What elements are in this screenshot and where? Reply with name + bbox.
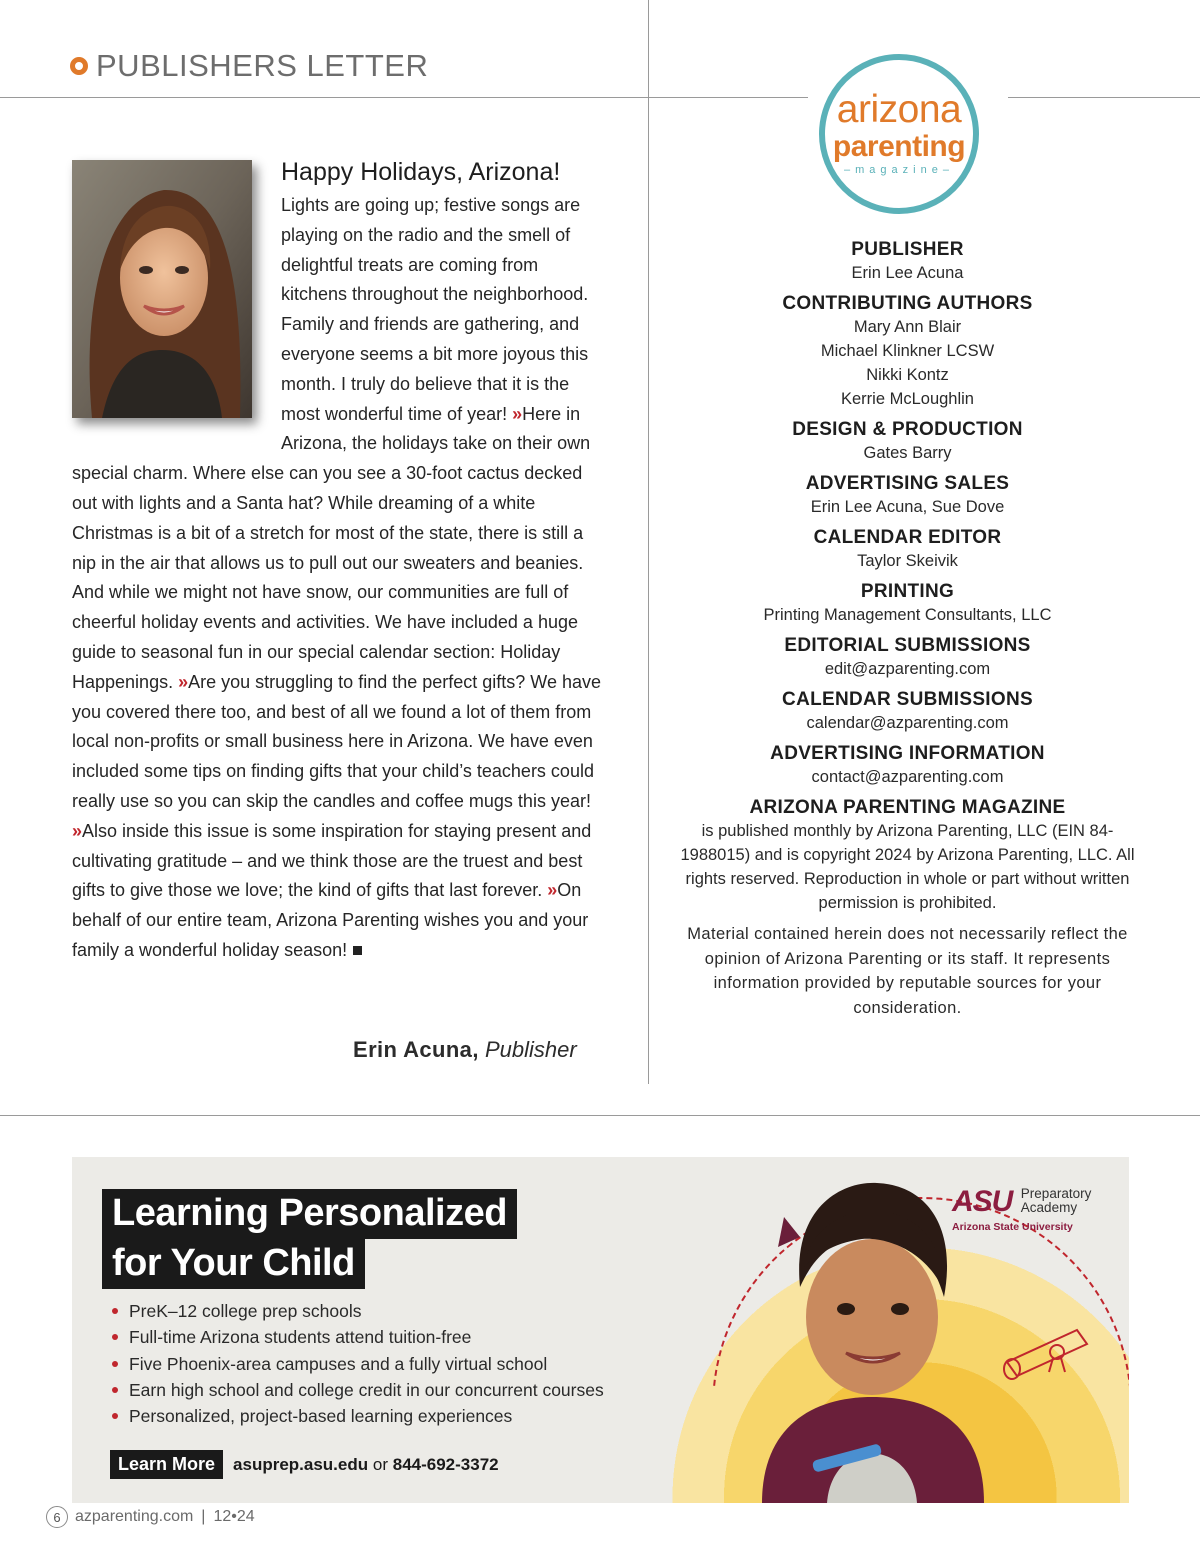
- masthead-line: Nikki Kontz: [866, 366, 949, 384]
- section-title: PUBLISHERS LETTER: [96, 48, 429, 83]
- photo-wrap-spacer: [72, 191, 281, 455]
- masthead-line[interactable]: calendar@azparenting.com: [806, 714, 1009, 732]
- masthead-title: ADVERTISING SALES: [805, 473, 1010, 494]
- diploma-icon: [997, 1322, 1097, 1382]
- ad-bullet-item: Earn high school and college credit in our concurrent courses: [112, 1377, 604, 1403]
- masthead-title: PRINTING: [860, 581, 955, 602]
- footer-site: azparenting.com: [75, 1508, 194, 1525]
- masthead-list: [670, 238, 1145, 915]
- brand-line: Preparatory: [1020, 1186, 1092, 1201]
- ad-bullet-list: [112, 1298, 604, 1429]
- end-mark-icon: [353, 946, 362, 955]
- masthead-section: [670, 292, 1145, 411]
- page-number: 6: [46, 1506, 68, 1528]
- signature-role: Publisher: [484, 1037, 577, 1062]
- paragraph-separator: »: [178, 671, 189, 692]
- magazine-logo: [819, 54, 979, 214]
- masthead-section: [670, 796, 1145, 915]
- masthead: [670, 238, 1145, 1020]
- ad-headline-line: Learning Personalized: [102, 1189, 517, 1239]
- masthead-section: [670, 472, 1145, 519]
- letter-paragraph: Lights are going up; festive songs are playing on the radio and the smell of delightful treats are coming from kitchens throughout the neighborhood. Family and friends are gathering, and everyone seems a bit more joyous this month. I truly do believe that it is the most wonderful time of year!: [281, 195, 589, 424]
- signature: [353, 1037, 577, 1063]
- masthead-title: ARIZONA PARENTING MAGAZINE: [749, 797, 1066, 818]
- page-footer: [46, 1506, 255, 1528]
- masthead-title: CONTRIBUTING AUTHORS: [782, 293, 1033, 314]
- masthead-section: [670, 688, 1145, 735]
- masthead-section: [670, 634, 1145, 681]
- paragraph-separator: »: [547, 880, 558, 901]
- column-divider: [648, 0, 649, 1084]
- brand-university: Arizona State University: [952, 1221, 1073, 1233]
- ad-cta-row: [110, 1450, 499, 1479]
- masthead-title: CALENDAR EDITOR: [813, 527, 1002, 548]
- logo-line: arizona: [836, 88, 962, 131]
- divider: [1008, 97, 1200, 98]
- masthead-line: is published monthly by Arizona Parenting, LLC (EIN 84-1988015) and is copyright 2024 by Arizona Parenting, LLC. All rights reserved. Reproduction in whole or part without written permission is prohibited.: [680, 822, 1135, 912]
- signature-name: Erin Acuna,: [353, 1037, 479, 1062]
- masthead-section: [670, 526, 1145, 573]
- masthead-section: [670, 238, 1145, 285]
- masthead-section: [670, 742, 1145, 789]
- paragraph-separator: »: [72, 820, 83, 841]
- masthead-line: Kerrie McLoughlin: [841, 390, 974, 408]
- masthead-title: CALENDAR SUBMISSIONS: [782, 689, 1033, 710]
- masthead-section: [670, 580, 1145, 627]
- letter-paragraph: On behalf of our entire team, Arizona Parenting wishes you and your family a wonderful holiday season!: [72, 880, 589, 960]
- masthead-line: Michael Klinkner LCSW: [820, 342, 995, 360]
- footer-issue: 12•24: [213, 1508, 255, 1525]
- masthead-title: ADVERTISING INFORMATION: [770, 743, 1045, 764]
- letter-paragraph: Here in Arizona, the holidays take on their own special charm. Where else can you see a 30-foot cactus decked out with lights and a Santa hat? While dreaming of a white Christmas is a bit of a stretch for most of the state, there is still a nip in the air that allows us to pull out our sweaters and beanies. And while we might not have snow, our communities are full of cheerful holiday events and activities. We have included a huge guide to seasonal fun in our special calendar section: Holiday Happenings.: [72, 403, 591, 692]
- masthead-disclaimer: Material contained herein does not necessarily reflect the opinion of Arizona Parenting or its staff. It represents information provided by reputable sources for your consideration.: [687, 925, 1128, 1017]
- masthead-section: [670, 418, 1145, 465]
- section-header: [70, 48, 428, 84]
- masthead-line: Taylor Skeivik: [857, 552, 958, 570]
- paragraph-separator: »: [512, 403, 523, 424]
- masthead-title: EDITORIAL SUBMISSIONS: [784, 635, 1031, 656]
- masthead-title: PUBLISHER: [851, 239, 964, 260]
- masthead-line: Mary Ann Blair: [853, 318, 962, 336]
- asu-logo-mark: ASU: [952, 1185, 1013, 1218]
- masthead-line: Gates Barry: [863, 444, 952, 462]
- masthead-line: Printing Management Consultants, LLC: [763, 606, 1052, 624]
- divider: [0, 97, 808, 98]
- ad-contact: [233, 1455, 499, 1475]
- letter-paragraph: Also inside this issue is some inspiration for staying present and cultivating gratitude – and we think those are the truest and best gifts to give those we love; the kind of gifts that last forever.: [72, 820, 592, 901]
- masthead-line: Erin Lee Acuna: [851, 264, 964, 282]
- masthead-line[interactable]: edit@azparenting.com: [824, 660, 991, 678]
- ad-bullet-item: Personalized, project-based learning experiences: [112, 1403, 604, 1429]
- divider: [0, 1115, 1200, 1116]
- advertisement[interactable]: [72, 1157, 1129, 1503]
- ad-or-text: or: [372, 1454, 388, 1474]
- footer-divider: |: [201, 1508, 206, 1525]
- learn-more-button[interactable]: Learn More: [110, 1450, 223, 1479]
- masthead-title: DESIGN & PRODUCTION: [792, 419, 1023, 440]
- logo-line: parenting: [832, 130, 966, 163]
- masthead-line: Erin Lee Acuna, Sue Dove: [810, 498, 1005, 516]
- ad-bullet-item: Full-time Arizona students attend tuition-free: [112, 1324, 604, 1350]
- letter-heading: Happy Holidays, Arizona!: [281, 158, 561, 186]
- brand-name: [1021, 1187, 1092, 1215]
- ad-headline: [102, 1189, 517, 1289]
- logo-line: –magazine–: [844, 164, 954, 176]
- letter-paragraph: Are you struggling to find the perfect gifts? We have you covered there too, and best of all we found a lot of them from local non-profits or small business here in Arizona. We have even included some tips on finding gifts that your child’s teachers could really use so you can skip the candles and coffee mugs this year!: [72, 671, 601, 811]
- brand-line: Academy: [1020, 1200, 1078, 1215]
- ad-phone[interactable]: 844-692-3372: [392, 1454, 499, 1474]
- ad-bullet-item: PreK–12 college prep schools: [112, 1298, 604, 1324]
- ad-bullet-item: Five Phoenix-area campuses and a fully virtual school: [112, 1351, 604, 1377]
- masthead-line[interactable]: contact@azparenting.com: [811, 768, 1004, 786]
- ad-url-link[interactable]: asuprep.asu.edu: [233, 1454, 369, 1474]
- ad-headline-line: for Your Child: [102, 1239, 365, 1289]
- bullet-circle-icon: [70, 57, 88, 75]
- letter-body-container: [72, 191, 602, 966]
- asu-prep-logo: [952, 1185, 1091, 1233]
